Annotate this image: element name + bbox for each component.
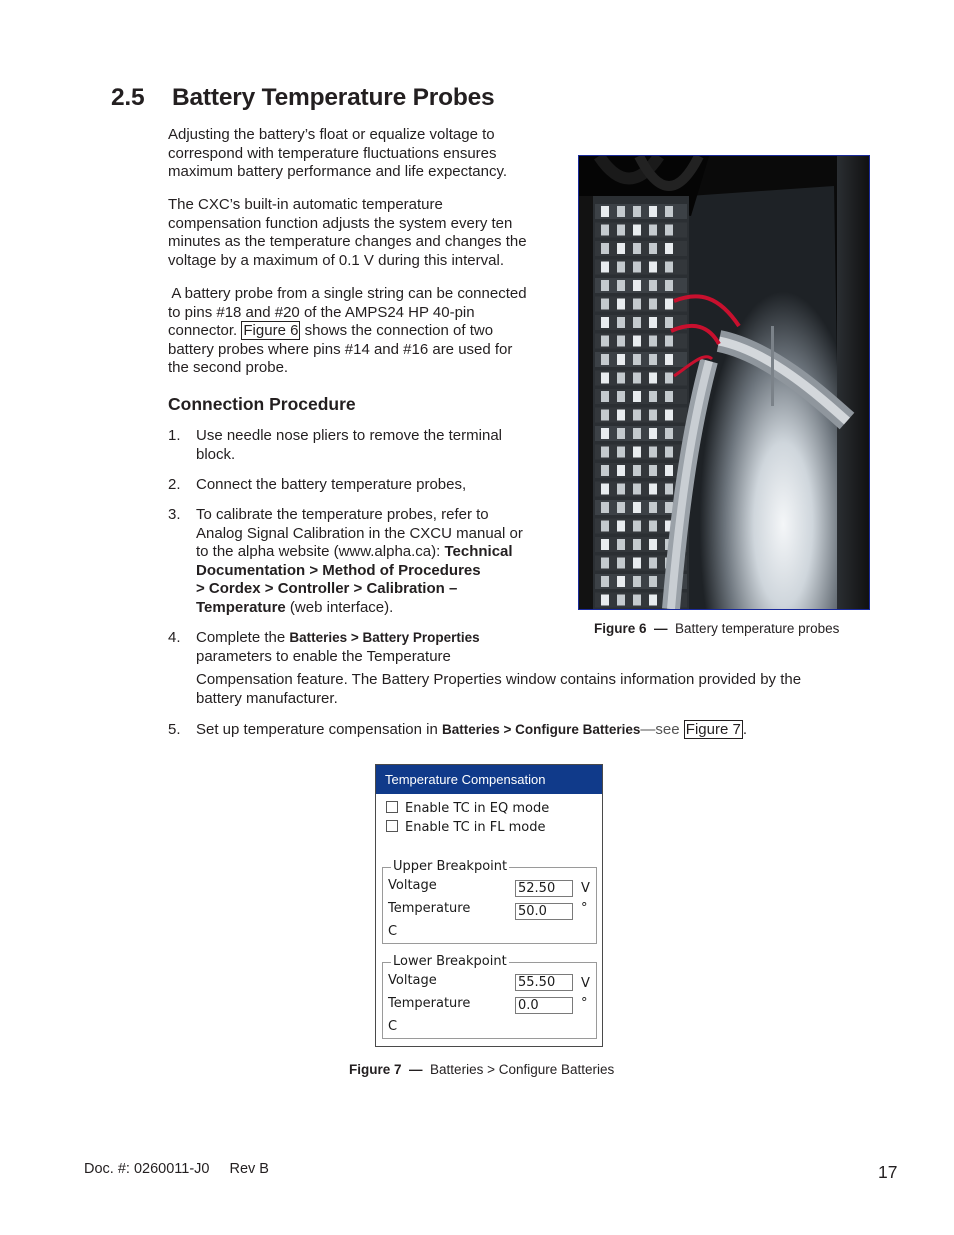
terminal-screw <box>633 299 641 310</box>
terminal-screw <box>665 447 673 458</box>
temperature-label: Temperature <box>388 901 471 916</box>
lower-breakpoint-group <box>382 954 597 1039</box>
terminal-screw <box>633 225 641 236</box>
terminal-screw <box>633 484 641 495</box>
text-line: block. <box>196 445 236 463</box>
terminal-screw <box>617 262 625 273</box>
terminal-screw <box>601 225 609 236</box>
terminal-screw <box>617 502 625 513</box>
upper-temperature-input[interactable] <box>515 903 573 920</box>
menu-path-text: > Cordex > Controller > Calibration – <box>196 580 458 598</box>
terminal-screw <box>633 502 641 513</box>
temperature-compensation-dialog <box>375 764 603 1047</box>
terminal-screw <box>633 354 641 365</box>
terminal-screw <box>601 280 609 291</box>
text-line: to pins #18 and #20 of the AMPS24 HP 40-pin <box>168 303 475 321</box>
terminal-screw <box>601 299 609 310</box>
list-text <box>196 506 523 618</box>
terminal-screw <box>649 521 657 532</box>
checkbox-label: Enable TC in EQ mode <box>405 801 550 816</box>
text-line: Adjusting the battery’s float or equalize voltage to <box>168 126 495 143</box>
text-run: —see <box>640 721 684 738</box>
terminal-screw <box>601 243 609 254</box>
terminal-screw <box>633 539 641 550</box>
text-run: Complete the <box>196 629 290 646</box>
terminal-screw <box>617 336 625 347</box>
text-line: battery manufacturer. <box>196 689 338 707</box>
terminal-screw <box>665 243 673 254</box>
terminal-screw <box>601 354 609 365</box>
terminal-screw <box>633 465 641 476</box>
figure-6-caption <box>594 621 839 636</box>
terminal-screw <box>617 465 625 476</box>
terminal-screw <box>665 410 673 421</box>
terminal-screw <box>601 391 609 402</box>
terminal-screw <box>617 558 625 569</box>
text-line <box>168 322 558 341</box>
terminal-screw <box>649 280 657 291</box>
terminal-screw <box>601 576 609 587</box>
voltage-label: Voltage <box>388 973 437 988</box>
temperature-label: Temperature <box>388 996 471 1011</box>
terminal-screw <box>617 410 625 421</box>
battery-probe-photo <box>578 155 870 610</box>
unit-label: V <box>581 881 590 896</box>
revision-text: Rev B <box>229 1161 269 1177</box>
terminal-screw <box>665 428 673 439</box>
terminal-screw <box>665 262 673 273</box>
terminal-screw <box>649 576 657 587</box>
terminal-screw <box>601 428 609 439</box>
section-title: Battery Temperature Probes <box>172 84 495 111</box>
terminal-screw <box>633 317 641 328</box>
terminal-screw <box>601 206 609 217</box>
terminal-screw <box>601 262 609 273</box>
terminal-screw <box>649 465 657 476</box>
terminal-screw <box>617 373 625 384</box>
unit-label: ° <box>581 996 588 1011</box>
text-run: shows the connection of two <box>300 322 494 340</box>
terminal-block-illustration <box>579 156 869 609</box>
enable-tc-eq-checkbox[interactable] <box>386 801 549 816</box>
list-number: 1. <box>168 427 181 444</box>
terminal-screw <box>601 410 609 421</box>
terminal-screw <box>649 595 657 606</box>
list-number: 4. <box>168 629 181 646</box>
text-line: maximum battery performance and life expectancy. <box>168 163 508 181</box>
terminal-screw <box>665 317 673 328</box>
terminal-screw <box>633 391 641 402</box>
text-line: Use needle nose pliers to remove the terminal <box>196 427 502 444</box>
text-line <box>196 599 523 618</box>
caption-text: Battery temperature probes <box>675 621 840 636</box>
text-line: minutes as the temperature changes and changes the <box>168 233 527 251</box>
terminal-screw <box>633 243 641 254</box>
text-line: The CXC’s built-in automatic temperature <box>168 196 443 213</box>
terminal-screw <box>665 391 673 402</box>
terminal-screw <box>617 225 625 236</box>
celsius-label: C <box>388 1019 398 1034</box>
intro-paragraph-2 <box>168 196 558 270</box>
terminal-screw <box>665 354 673 365</box>
menu-path-text: Batteries > Configure Batteries <box>441 722 641 737</box>
probe-paragraph <box>168 285 558 378</box>
terminal-screw <box>633 428 641 439</box>
text-run: to the alpha website (www.alpha.ca): <box>196 543 445 561</box>
terminal-screw <box>649 558 657 569</box>
terminal-screw <box>601 521 609 532</box>
connection-procedure-heading: Connection Procedure <box>168 394 356 414</box>
terminal-screw <box>649 317 657 328</box>
terminal-screw <box>649 391 657 402</box>
text-line: Compensation feature. The Battery Properties window contains information provided by the <box>196 671 802 689</box>
terminal-screw <box>649 354 657 365</box>
figure-label: Figure 6 <box>594 621 647 636</box>
terminal-screw <box>617 243 625 254</box>
terminal-screw <box>665 299 673 310</box>
terminal-screw <box>617 391 625 402</box>
terminal-screw <box>633 410 641 421</box>
terminal-screw <box>633 280 641 291</box>
terminal-screw <box>649 206 657 217</box>
upper-breakpoint-group <box>382 859 597 944</box>
text-line: battery probes where pins #14 and #16 are used for <box>168 340 513 358</box>
figure-7-link[interactable]: Figure 7 <box>685 721 741 738</box>
list-number: 2. <box>168 476 181 493</box>
figure-6-link[interactable]: Figure 6 <box>243 322 299 340</box>
text-line: the second probe. <box>168 359 289 377</box>
terminal-screw <box>601 317 609 328</box>
menu-path-text: Batteries > Battery Properties <box>289 630 480 645</box>
terminal-screw <box>649 262 657 273</box>
terminal-screw <box>649 336 657 347</box>
terminal-screw <box>617 354 625 365</box>
terminal-screw <box>601 502 609 513</box>
text-line: compensation function adjusts the system every ten <box>168 214 513 232</box>
terminal-screw <box>633 373 641 384</box>
section-heading <box>111 84 495 112</box>
text-line: correspond with temperature fluctuations ensures <box>168 144 497 162</box>
terminal-screw <box>601 336 609 347</box>
list-text <box>196 721 747 740</box>
text-run: connector. <box>168 322 242 340</box>
terminal-screw <box>633 262 641 273</box>
text-line: voltage by a maximum of 0.1 V during this interval. <box>168 251 504 269</box>
terminal-screw <box>665 373 673 384</box>
text-line: Connect the battery temperature probes, <box>196 476 467 493</box>
terminal-screw <box>649 373 657 384</box>
terminal-screw <box>617 206 625 217</box>
unit-label: ° <box>581 901 588 916</box>
terminal-screw <box>633 521 641 532</box>
text-line: To calibrate the temperature probes, refer to <box>196 506 489 523</box>
doc-number-text: Doc. #: 0260011-J0 <box>84 1161 210 1177</box>
terminal-screw <box>601 373 609 384</box>
enable-tc-fl-checkbox[interactable] <box>386 820 546 835</box>
checkbox-icon[interactable] <box>386 820 398 832</box>
terminal-screw <box>601 558 609 569</box>
text-line: Analog Signal Calibration in the CXCU manual or <box>196 524 523 542</box>
terminal-screw <box>617 299 625 310</box>
voltage-label: Voltage <box>388 878 437 893</box>
caption-separator: — <box>409 1062 423 1077</box>
terminal-screw <box>617 539 625 550</box>
terminal-screw <box>649 243 657 254</box>
text-line: A battery probe from a single string can be connected <box>168 285 527 302</box>
terminal-screw <box>633 595 641 606</box>
text-run: (web interface). <box>285 598 394 616</box>
list-text <box>196 476 466 495</box>
terminal-screw <box>665 225 673 236</box>
terminal-screw <box>665 336 673 347</box>
figure-label: Figure 7 <box>349 1062 402 1077</box>
terminal-screw <box>601 465 609 476</box>
menu-path-text: Technical <box>444 543 513 561</box>
terminal-screw <box>649 539 657 550</box>
terminal-screw <box>617 576 625 587</box>
terminal-screw <box>649 225 657 236</box>
section-number: 2.5 <box>111 84 145 111</box>
terminal-screw <box>649 502 657 513</box>
terminal-screw <box>649 299 657 310</box>
terminal-screw <box>649 447 657 458</box>
terminal-screw <box>601 539 609 550</box>
checkbox-label: Enable TC in FL mode <box>405 820 546 835</box>
text-run: Set up temperature compensation in <box>196 721 442 738</box>
terminal-screw <box>649 410 657 421</box>
text-line <box>196 543 523 562</box>
checkbox-icon[interactable] <box>386 801 398 813</box>
text-run: . <box>742 721 747 738</box>
intro-paragraph-1 <box>168 126 558 182</box>
unit-label: V <box>581 976 590 991</box>
terminal-screw <box>633 336 641 347</box>
terminal-screw <box>617 521 625 532</box>
terminal-screw <box>633 558 641 569</box>
lower-temperature-input[interactable] <box>515 997 573 1014</box>
terminal-screw <box>665 502 673 513</box>
text-line <box>196 721 747 740</box>
terminal-screw <box>633 447 641 458</box>
caption-text: Batteries > Configure Batteries <box>430 1062 615 1077</box>
terminal-screw <box>665 484 673 495</box>
terminal-screw <box>617 280 625 291</box>
figure-7-caption <box>349 1062 614 1077</box>
terminal-screw <box>617 428 625 439</box>
menu-path-text: Temperature <box>196 598 286 616</box>
document-number <box>84 1161 269 1177</box>
list-text <box>196 629 801 708</box>
list-text <box>196 427 502 464</box>
terminal-screw <box>665 280 673 291</box>
terminal-screw <box>617 447 625 458</box>
celsius-label: C <box>388 924 398 939</box>
terminal-screw <box>649 428 657 439</box>
page-number: 17 <box>878 1162 898 1182</box>
terminal-screw <box>665 465 673 476</box>
caption-separator: — <box>654 621 668 636</box>
list-number: 3. <box>168 506 181 523</box>
group-legend: Lower Breakpoint <box>393 954 507 969</box>
terminal-screw <box>649 484 657 495</box>
terminal-screw <box>601 595 609 606</box>
terminal-screw <box>617 484 625 495</box>
menu-path-text: Documentation > Method of Procedures <box>196 561 481 579</box>
terminal-screw <box>617 317 625 328</box>
terminal-screw <box>601 447 609 458</box>
terminal-screw <box>665 206 673 217</box>
terminal-screw <box>617 595 625 606</box>
terminal-screw <box>633 206 641 217</box>
group-legend: Upper Breakpoint <box>393 859 508 874</box>
text-line: parameters to enable the Temperature <box>196 647 451 665</box>
terminal-screw <box>601 484 609 495</box>
lower-voltage-input[interactable] <box>515 974 573 991</box>
dialog-title: Temperature Compensation <box>376 765 602 794</box>
upper-voltage-input[interactable] <box>515 880 573 897</box>
terminal-screw <box>633 576 641 587</box>
list-number: 5. <box>168 721 181 738</box>
